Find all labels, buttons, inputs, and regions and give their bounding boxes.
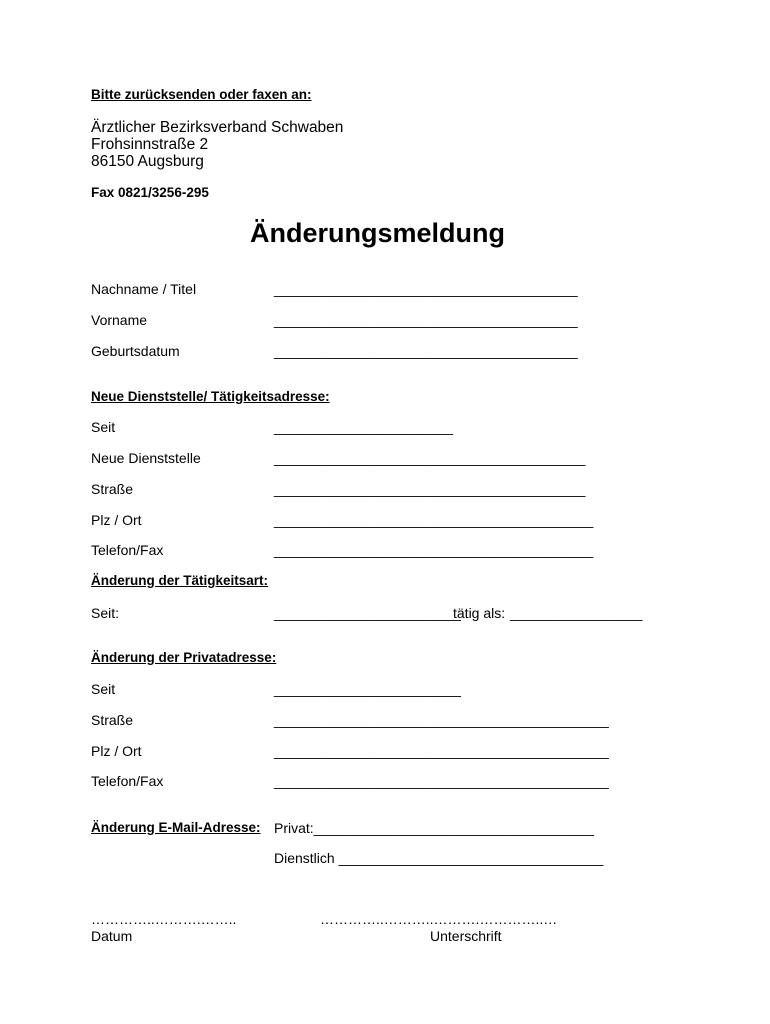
date-label: Datum <box>91 928 133 944</box>
private-strasse-field[interactable]: ___________________________________________ <box>274 712 609 728</box>
dienststelle-field[interactable]: ________________________________________ <box>274 450 586 466</box>
workplace-seit-field[interactable]: _______________________ <box>274 419 454 435</box>
signature-line[interactable]: …………..………..……….…………..… <box>320 911 558 927</box>
dienststelle-label: Neue Dienststelle <box>91 450 201 466</box>
private-telefon-field[interactable]: ___________________________________________ <box>274 773 609 789</box>
private-telefon-label: Telefon/Fax <box>91 773 164 789</box>
private-heading: Änderung der Privatadresse: <box>91 650 277 665</box>
address-line-2: Frohsinnstraße 2 <box>91 136 209 153</box>
address-line-3: 86150 Augsburg <box>91 153 204 170</box>
email-privat-field[interactable]: Privat:____________________________________ <box>274 820 594 836</box>
date-line[interactable]: …………..……….…….. <box>91 911 237 927</box>
email-dienstlich-field[interactable]: Dienstlich __________________________________ <box>274 850 604 866</box>
private-seit-label: Seit <box>91 681 116 697</box>
page-title: Änderungsmeldung <box>250 218 505 248</box>
workplace-strasse-field[interactable]: ________________________________________ <box>274 481 586 497</box>
private-strasse-label: Straße <box>91 712 134 728</box>
email-heading: Änderung E-Mail-Adresse: <box>91 820 261 835</box>
vorname-field[interactable]: _______________________________________ <box>274 312 578 328</box>
geburtsdatum-label: Geburtsdatum <box>91 343 180 359</box>
signature-label: Unterschrift <box>430 928 502 944</box>
workplace-telefon-field[interactable]: _________________________________________ <box>274 542 594 558</box>
taetig-als-label: tätig als: <box>453 605 506 621</box>
taetig-als-field[interactable]: _________________ <box>510 605 643 621</box>
private-plz-label: Plz / Ort <box>91 743 142 759</box>
private-seit-field[interactable]: ________________________ <box>274 681 461 697</box>
activity-seit-field[interactable]: ________________________ <box>274 605 461 621</box>
workplace-telefon-label: Telefon/Fax <box>91 542 164 558</box>
activity-heading: Änderung der Tätigkeitsart: <box>91 573 269 588</box>
activity-seit-label: Seit: <box>91 605 120 621</box>
return-instruction: Bitte zurücksenden oder faxen an: <box>91 87 312 102</box>
workplace-seit-label: Seit <box>91 419 116 435</box>
workplace-plz-label: Plz / Ort <box>91 512 142 528</box>
private-plz-field[interactable]: ___________________________________________ <box>274 743 609 759</box>
nachname-label: Nachname / Titel <box>91 281 197 297</box>
fax-number: Fax 0821/3256-295 <box>91 185 209 200</box>
vorname-label: Vorname <box>91 312 148 328</box>
geburtsdatum-field[interactable]: _______________________________________ <box>274 343 578 359</box>
address-line-1: Ärztlicher Bezirksverband Schwaben <box>91 119 344 136</box>
workplace-heading: Neue Dienststelle/ Tätigkeitsadresse: <box>91 389 330 404</box>
nachname-field[interactable]: _______________________________________ <box>274 281 578 297</box>
workplace-strasse-label: Straße <box>91 481 134 497</box>
workplace-plz-field[interactable]: _________________________________________ <box>274 512 594 528</box>
